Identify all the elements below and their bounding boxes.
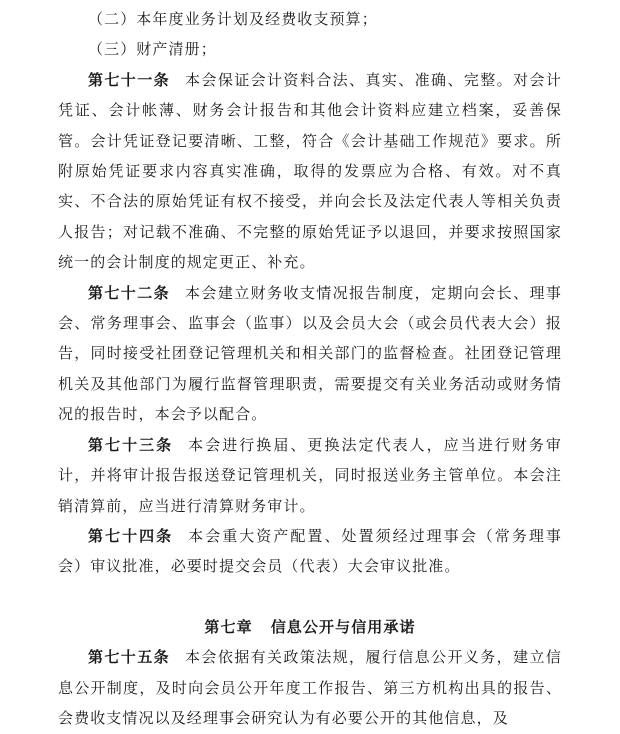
article-74 (58, 521, 562, 582)
chapter-title: 信息公开与信用承诺 (270, 617, 416, 636)
article-text: 本会建立财务收支情况报告制度，定期向会长、理事会、常务理事会、监事会（监事）以及会员大会（或会员代表大会）报告，同时接受社团登记管理机关和相关部门的监督检查。社团登记管理机关及其他部门为履行监督管理职责，需要提交有关业务活动或财务情况的报告时，本会予以配合。 (58, 283, 562, 424)
list-item-property: （三）财产清册； (88, 40, 217, 59)
article-71 (58, 65, 562, 278)
article-number: 第七十五条 (88, 648, 171, 667)
chapter-heading (58, 612, 562, 642)
article-text: 本会依据有关政策法规，履行信息公开义务，建立信息公开制度，及时向会员公开年度工作报告、第三方机构出具的报告、会费收支情况以及经理事会研究认为有必要公开的其他信息，及 (58, 648, 562, 727)
article-text: 本会保证会计资料合法、真实、准确、完整。对会计凭证、会计帐薄、财务会计报告和其他会计资料应建立档案，妥善保管。会计凭证登记要清晰、工整，符合《会计基础工作规范》要求。所附原始凭证要求内容真实准确，取得的发票应为合格、有效。对不真实、不合法的原始凭证有权不接受，并向会长及法定代表人等相关负责人报告；对记载不准确、不完整的原始凭证予以退回，并要求按照国家统一的会计制度的规定更正、补充。 (58, 70, 562, 272)
article-72 (58, 278, 562, 430)
chapter-number: 第七章 (204, 617, 253, 636)
article-73 (58, 430, 562, 521)
article-text: 本会进行换届、更换法定代表人，应当进行财务审计，并将审计报告报送登记管理机关，同时报送业务主管单位。本会注销清算前，应当进行清算财务审计。 (58, 435, 562, 515)
article-75 (58, 642, 562, 733)
article-number: 第七十三条 (88, 435, 174, 454)
list-item-budget: （二）本年度业务计划及经费收支预算； (88, 10, 378, 28)
article-number: 第七十四条 (88, 526, 174, 545)
article-text: 本会重大资产配置、处置须经过理事会（常务理事会）审议批准，必要时提交会员（代表）大会审议批准。 (58, 526, 562, 576)
article-number: 第七十一条 (88, 70, 171, 89)
article-number: 第七十二条 (88, 283, 171, 302)
